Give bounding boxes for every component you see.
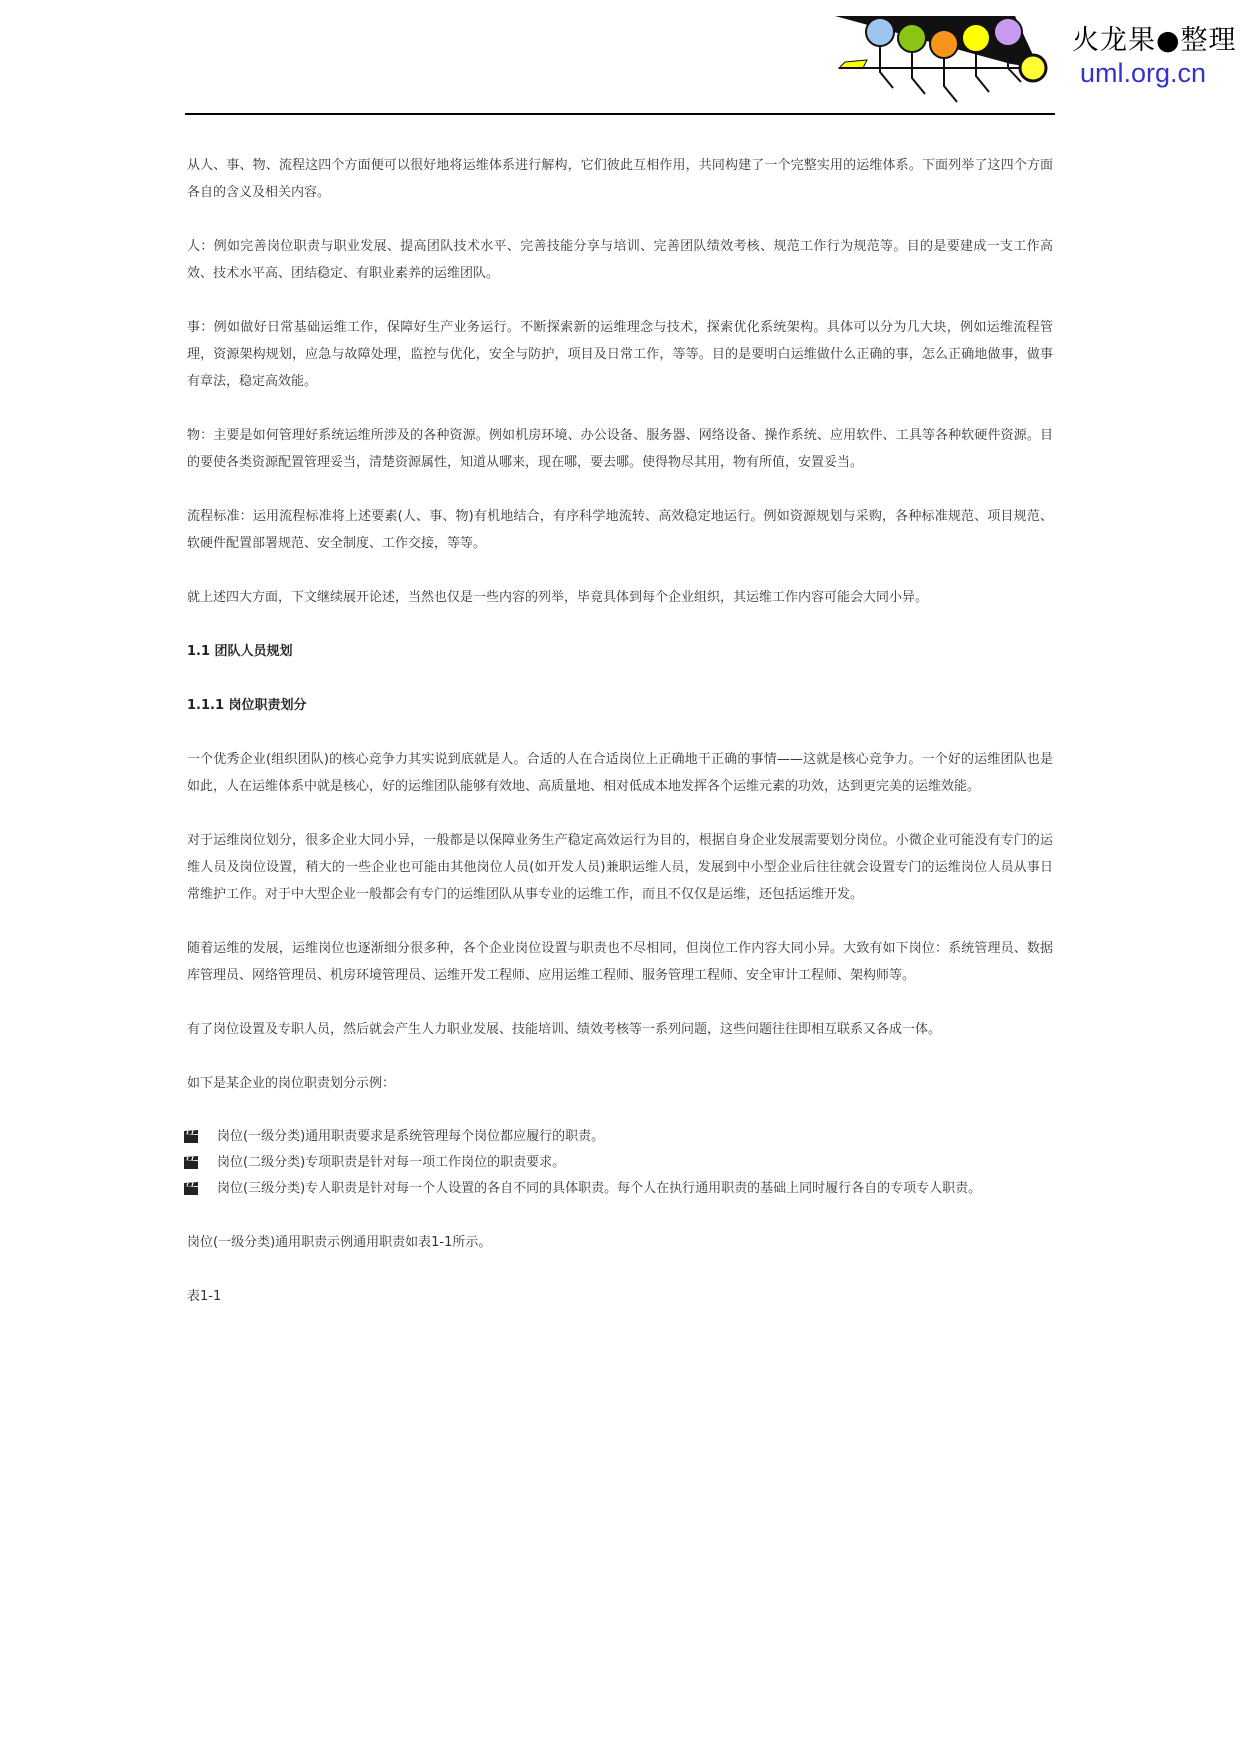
paragraph-intro: 从人、事、物、流程这四个方面便可以很好地将运维体系进行解构，它们彼此互相作用，共同构建了一个完整实用的运维体系。下面列举了这四个方面各自的含义及相关内容。 <box>187 158 1053 200</box>
paragraph-process: 流程标准：运用流程标准将上述要素(人、事、物)有机地结合，有序科学地流转、高效稳定地运行。例如资源规划与采购，各种标准规范、项目规范、软硬件配置部署规范、安全制度、工作交接，等等。 <box>187 509 1053 551</box>
paragraph-example-intro: 如下是某企业的岗位职责划分示例： <box>187 1076 396 1091</box>
logo-dot-orange <box>930 30 958 58</box>
paragraph-career: 有了岗位设置及专职人员，然后就会产生人力职业发展、技能培训、绩效考核等一系列问题，这些问题往往即相互联系又各成一体。 <box>187 1022 942 1037</box>
clapperboard-icon <box>183 1156 199 1170</box>
responsibility-list <box>187 1124 1053 1202</box>
clapperboard-icon <box>183 1130 199 1144</box>
paragraph-summary: 就上述四大方面，下文继续展开论述，当然也仅是一些内容的列举，毕竟具体到每个企业组织，其运维工作内容可能会大同小异。 <box>187 590 929 605</box>
paragraph-role-division: 对于运维岗位划分，很多企业大同小异，一般都是以保障业务生产稳定高效运行为目的，根据自身企业发展需要划分岗位。小微企业可能没有专门的运维人员及岗位设置，稍大的一些企业也可能由其他岗位人员(如开发人员)兼职运维人员，发展到中小型企业后往往就会设置专门的运维岗位人员从事日常维护工作。对于中大型企业一般都会有专门的运维团队从事专业的运维工作，而且不仅仅是运维，还包括运维开发。 <box>187 833 1053 902</box>
paragraph-table-ref: 岗位(一级分类)通用职责示例通用职责如表1-1所示。 <box>187 1235 492 1250</box>
logo-dot-green <box>898 24 926 52</box>
header-rule <box>185 113 1055 115</box>
logo-stem-1 <box>880 44 893 88</box>
brand-url: uml.org.cn <box>1080 58 1207 88</box>
logo-dot-purple <box>994 18 1022 46</box>
paragraph-people: 人：例如完善岗位职责与职业发展、提高团队技术水平、完善技能分享与培训、完善团队绩效考核、规范工作行为规范等。目的是要建成一支工作高效、技术水平高、团结稳定、有职业素养的运维团队。 <box>187 239 1053 281</box>
paragraph-core-competence: 一个优秀企业(组织团队)的核心竞争力其实说到底就是人。合适的人在合适岗位上正确地干正确的事情——这就是核心竞争力。一个好的运维团队也是如此，人在运维体系中就是核心，好的运维团队能够有效地、高质量地、相对低成本地发挥各个运维元素的功效，达到更完美的运维效能。 <box>187 752 1053 794</box>
paragraph-affairs: 事：例如做好日常基础运维工作，保障好生产业务运行。不断探索新的运维理念与技术，探索优化系统架构。具体可以分为几大块，例如运维流程管理，资源架构规划，应急与故障处理，监控与优化，安全与防护，项目及日常工作，等等。目的是要明白运维做什么正确的事，怎么正确地做事，做事有章法，稳定高效能。 <box>187 320 1053 389</box>
table-caption: 表1-1 <box>187 1289 222 1304</box>
list-item <box>187 1150 1053 1176</box>
document-body <box>187 152 1053 1337</box>
list-item <box>187 1176 1053 1202</box>
logo-stem-3 <box>944 56 957 102</box>
paragraph-role-list: 随着运维的发展，运维岗位也逐渐细分很多种，各个企业岗位设置与职责也不尽相同，但岗位工作内容大同小异。大致有如下岗位：系统管理员、数据库管理员、网络管理员、机房环境管理员、运维开发工程师、应用运维工程师、服务管理工程师、安全审计工程师、架构师等。 <box>187 941 1053 983</box>
list-item <box>187 1124 1053 1150</box>
list-item-text: 岗位(一级分类)通用职责要求是系统管理每个岗位都应履行的职责。 <box>217 1129 605 1144</box>
logo-dot-yellow <box>962 24 990 52</box>
logo-stem-2 <box>912 50 925 94</box>
fruit-dots-logo-icon <box>835 12 1055 108</box>
logo-dot-blue <box>866 18 894 46</box>
list-item-text: 岗位(三级分类)专人职责是针对每一个人设置的各自不同的具体职责。每个人在执行通用职责的基础上同时履行各自的专项专人职责。 <box>217 1181 982 1196</box>
brand-name: 火龙果●整理 <box>1072 25 1237 56</box>
paragraph-things: 物：主要是如何管理好系统运维所涉及的各种资源。例如机房环境、办公设备、服务器、网络设备、操作系统、应用软件、工具等各种软硬件资源。目的要使各类资源配置管理妥当，清楚资源属性，知道从哪来，现在哪，要去哪。使得物尽其用，物有所值，安置妥当。 <box>187 428 1053 470</box>
logo-yellow-bar <box>839 60 867 68</box>
list-item-text: 岗位(二级分类)专项职责是针对每一项工作岗位的职责要求。 <box>217 1155 566 1170</box>
section-heading-1-1: 1.1 团队人员规划 <box>187 644 293 659</box>
section-heading-1-1-1: 1.1.1 岗位职责划分 <box>187 698 307 713</box>
clapperboard-icon <box>183 1182 199 1196</box>
logo-dot-ring <box>1020 55 1046 81</box>
